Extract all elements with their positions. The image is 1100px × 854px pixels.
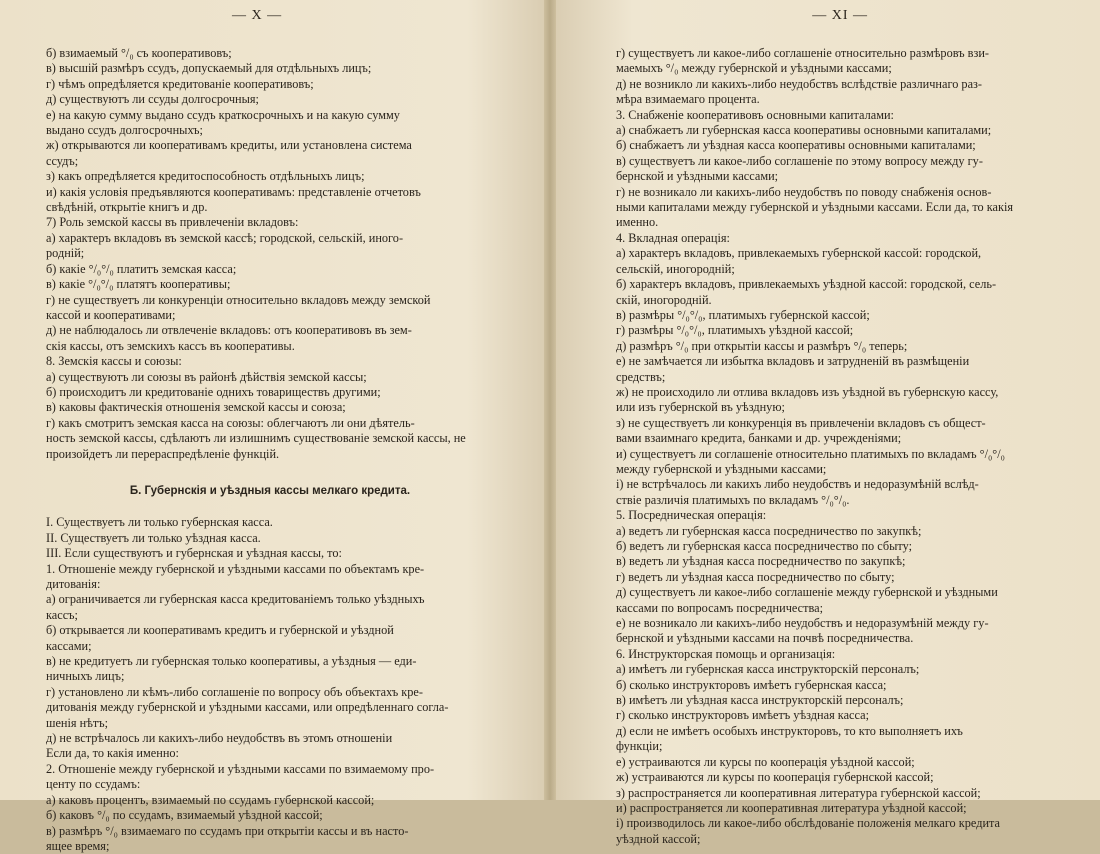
text-line: г) установлено ли кѣмъ-либо соглашеніе по вопросу объ объектахъ кре-	[46, 684, 423, 699]
right-page-text	[616, 46, 1064, 847]
text-line: кассами по вопросамъ посредничества;	[616, 600, 823, 615]
text-line: кассъ;	[46, 607, 78, 622]
text-line: 8. Земскія кассы и союзы:	[46, 354, 182, 369]
text-line: а) ведетъ ли губернская касса посредничество по закупкѣ;	[616, 523, 922, 538]
text-line: мѣра взимаемаго процента.	[616, 92, 760, 107]
text-line: дитованія:	[46, 577, 101, 591]
text-line: бернской и уѣздными кассами на почвѣ посредничества.	[616, 631, 914, 646]
text-line: выдано ссудъ долгосрочныхъ;	[46, 123, 203, 138]
text-line: родній;	[46, 246, 85, 261]
text-line: в) существуетъ ли какое-либо соглашеніе по этому вопросу между гу-	[616, 153, 983, 168]
text-line: в) каковы фактическія отношенія земской кассы и союза;	[46, 400, 346, 415]
text-line: произойдетъ ли перераспредѣленіе функцій.	[46, 446, 280, 461]
text-line: а) снабжаетъ ли губернская касса кооперативы основными капиталами;	[616, 123, 992, 138]
text-line: б) снабжаетъ ли уѣздная касса кооперативы основными капиталами;	[616, 138, 976, 153]
text-line: з) распространяется ли кооперативная литература губернской кассой;	[616, 785, 981, 800]
text-line: а) существуютъ ли союзы въ районѣ дѣйствія земской кассы;	[46, 369, 367, 384]
text-line: ными капиталами между губернской и уѣздными кассами. Если да, то какія	[616, 200, 1014, 215]
left-page	[0, 0, 550, 853]
text-line: г) какъ смотритъ земская касса на союзы: облегчаютъ ли они дѣятель-	[46, 415, 415, 430]
text-line: именно.	[616, 215, 659, 230]
text-line: сельскій, иногородній;	[616, 261, 735, 276]
text-line: д) не наблюдалось ли отвлеченіе вкладовъ: отъ кооперативовъ въ зем-	[46, 323, 412, 338]
text-line: свѣдѣній, открытіе книгъ и др.	[46, 200, 208, 215]
page-number-left: — X —	[232, 8, 283, 23]
text-line: 1. Отношеніе между губернской и уѣздными кассами по объектамъ кре-	[46, 561, 425, 576]
text-line: д) размѣръ °/₀ при открытіи кассы и размѣръ °/₀ теперь;	[616, 338, 908, 353]
left-page-text	[46, 46, 494, 854]
text-line: ничныхъ лицъ;	[46, 669, 125, 684]
text-line: б) происходитъ ли кредитованіе однихъ товариществъ другими;	[46, 384, 381, 399]
book-gutter	[544, 0, 556, 800]
text-line: б) какіе °/₀°/₀ платитъ земская касса;	[46, 261, 237, 276]
text-line: уѣздной кассой;	[616, 831, 701, 846]
text-line: і) производилось ли какое-либо обслѣдованіе положенія мелкаго кредита	[616, 816, 1001, 831]
text-line: з) не существуетъ ли конкуренція въ привлеченіи вкладовъ съ общест-	[616, 415, 986, 430]
text-line: г) ведетъ ли уѣздная касса посредничество по сбыту;	[616, 569, 895, 584]
text-line: г) существуетъ ли какое-либо соглашеніе относительно размѣровъ взи-	[616, 46, 990, 60]
text-line: I. Существуетъ ли только губернская касса.	[46, 515, 273, 530]
left-bottom-block	[46, 515, 494, 854]
text-line: а) характеръ вкладовъ, привлекаемыхъ губернской кассой: городской,	[616, 246, 982, 261]
text-line: в) не кредитуетъ ли губернская только кооперативы, а уѣздныя — еди-	[46, 654, 417, 669]
text-line: е) устраиваются ли курсы по кооперація уѣздной кассой;	[616, 754, 915, 769]
text-line: дитованія между губернской и уѣздными кассами, или опредѣленнаго согла-	[46, 700, 449, 715]
text-line: в) размѣръ °/₀ взимаемаго по ссудамъ при открытіи кассы и въ насто-	[46, 823, 409, 838]
text-line: и) распространяется ли кооперативная литература уѣздной кассой;	[616, 800, 967, 815]
text-line: маемыхъ °/₀ между губернской и уѣздными кассами;	[616, 61, 892, 76]
text-line: д) существуютъ ли ссуды долгосрочныя;	[46, 92, 259, 107]
text-line: г) размѣры °/₀°/₀, платимыхъ уѣздной кассой;	[616, 323, 854, 338]
text-line: 5. Посредническая операція:	[616, 508, 767, 523]
text-line: между губернской и уѣздными кассами;	[616, 461, 827, 476]
text-line: б) ведетъ ли губернская касса посредничество по сбыту;	[616, 539, 912, 553]
text-line: е) не возникало ли какихъ-либо неудобствъ и недоразумѣній между гу-	[616, 616, 989, 631]
text-line: средствъ;	[616, 369, 666, 384]
section-heading: Б. Губернскія и уѣздныя кассы мелкаго кредита.	[129, 484, 411, 497]
text-line: в) размѣры °/₀°/₀, платимыхъ губернской кассой;	[616, 307, 870, 322]
text-line: е) на какую сумму выдано ссудъ краткосрочныхъ и на какую сумму	[46, 107, 400, 122]
text-line: а) каковъ процентъ, взимаемый по ссудамъ губернской кассой;	[46, 792, 375, 807]
text-line: б) взимаемый °/₀ съ кооперативовъ;	[46, 46, 232, 60]
text-line: г) сколько инструкторовъ имѣетъ уѣздная касса;	[616, 708, 869, 723]
text-line: 6. Инструкторская помощь и организація:	[616, 646, 836, 661]
text-line: і) не встрѣчалось ли какихъ либо неудобствъ и недоразумѣній вслѣд-	[616, 477, 979, 492]
text-line: ж) открываются ли кооперативамъ кредиты, или установлена система	[46, 138, 412, 153]
text-line: д) не возникло ли какихъ-либо неудобствъ вслѣдствіе различнаго раз-	[616, 76, 982, 91]
right-page	[550, 0, 1100, 846]
text-line: ность земской кассы, сдѣлаютъ ли излишнимъ существованіе земской кассы, не	[46, 431, 466, 446]
text-line: 4. Вкладная операція:	[616, 230, 730, 245]
text-line: д) не встрѣчалось ли какихъ-либо неудобствъ въ этомъ отношеніи	[46, 731, 393, 746]
text-line: в) имѣетъ ли уѣздная касса инструкторскій персоналъ;	[616, 693, 904, 708]
text-line: б) сколько инструкторовъ имѣетъ губернская касса;	[616, 677, 887, 692]
text-line: или изъ губернской въ уѣздную;	[616, 400, 785, 415]
text-line: 7) Роль земской кассы въ привлеченіи вкладовъ:	[46, 215, 299, 230]
text-line: ссудъ;	[46, 153, 79, 168]
text-line: скій, иногородній.	[616, 292, 712, 307]
left-top-block	[46, 46, 494, 462]
text-line: шенія нѣтъ;	[46, 715, 109, 730]
text-line: кассами;	[46, 638, 92, 653]
text-line: в) высшій размѣръ ссудъ, допускаемый для отдѣльныхъ лицъ;	[46, 61, 372, 76]
text-line: д) существуетъ ли какое-либо соглашеніе между губернской и уѣздными	[616, 585, 998, 600]
text-line: б) каковъ °/₀ по ссудамъ, взимаемый уѣздной кассой;	[46, 808, 323, 823]
page-number-right: — XI —	[812, 8, 868, 23]
text-line: б) открывается ли кооперативамъ кредитъ и губернской и уѣздной	[46, 623, 394, 638]
text-line: з) какъ опредѣляется кредитоспособность отдѣльныхъ лицъ;	[46, 169, 365, 184]
text-line: и) какія условія предъявляются кооперативамъ: представленіе отчетовъ	[46, 184, 421, 199]
text-line: вами взаимнаго кредита, банками и др. учрежденіями;	[616, 431, 902, 446]
text-line: г) не возникало ли какихъ-либо неудобствъ по поводу снабженія основ-	[616, 184, 992, 199]
text-line: Если да, то какія именно:	[46, 746, 179, 761]
text-line: бернской и уѣздными кассами;	[616, 169, 779, 184]
text-line: ствіе различія платимыхъ по вкладамъ °/₀°/₀.	[616, 492, 850, 507]
text-line: 3. Снабженіе кооперативовъ основными капиталами:	[616, 107, 894, 122]
text-line: и) существуетъ ли соглашеніе относительно платимыхъ по вкладамъ °/₀°/₀	[616, 446, 1005, 461]
text-line: скія кассы, отъ земскихъ кассъ въ кооперативы.	[46, 338, 295, 353]
text-line: центу по ссудамъ:	[46, 777, 141, 792]
text-line: д) если не имѣетъ особыхъ инструкторовъ, то кто выполняетъ ихъ	[616, 723, 963, 738]
text-line: функціи;	[616, 739, 663, 754]
text-line: а) характеръ вкладовъ въ земской кассѣ; городской, сельскій, иного-	[46, 230, 404, 245]
text-line: III. Если существуютъ и губернская и уѣздная кассы, то:	[46, 546, 342, 561]
text-line: в) ведетъ ли уѣздная касса посредничество по закупкѣ;	[616, 554, 906, 569]
text-line: кассой и кооперативами;	[46, 307, 176, 322]
text-line: а) ограничивается ли губернская касса кредитованіемъ только уѣздныхъ	[46, 592, 425, 607]
text-line: ж) не происходило ли отлива вкладовъ изъ уѣздной въ губернскую кассу,	[616, 384, 999, 399]
text-line: ящее время;	[46, 838, 110, 853]
text-line: II. Существуетъ ли только уѣздная касса.	[46, 530, 261, 545]
text-line: г) не существуетъ ли конкуренціи относительно вкладовъ между земской	[46, 292, 431, 307]
text-line: 2. Отношеніе между губернской и уѣздными кассами по взимаемому про-	[46, 761, 435, 776]
text-line: е) не замѣчается ли избытка вкладовъ и затрудненій въ размѣщеніи	[616, 354, 970, 369]
text-line: ж) устраиваются ли курсы по кооперація губернской кассой;	[616, 770, 934, 785]
text-line: в) какіе °/₀°/₀ платятъ кооперативы;	[46, 277, 231, 292]
text-line: а) имѣетъ ли губернская касса инструкторскій персоналъ;	[616, 662, 920, 677]
text-line: г) чѣмъ опредѣляется кредитованіе кооперативовъ;	[46, 76, 314, 91]
text-line: б) характеръ вкладовъ, привлекаемыхъ уѣздной кассой: городской, сель-	[616, 277, 997, 292]
